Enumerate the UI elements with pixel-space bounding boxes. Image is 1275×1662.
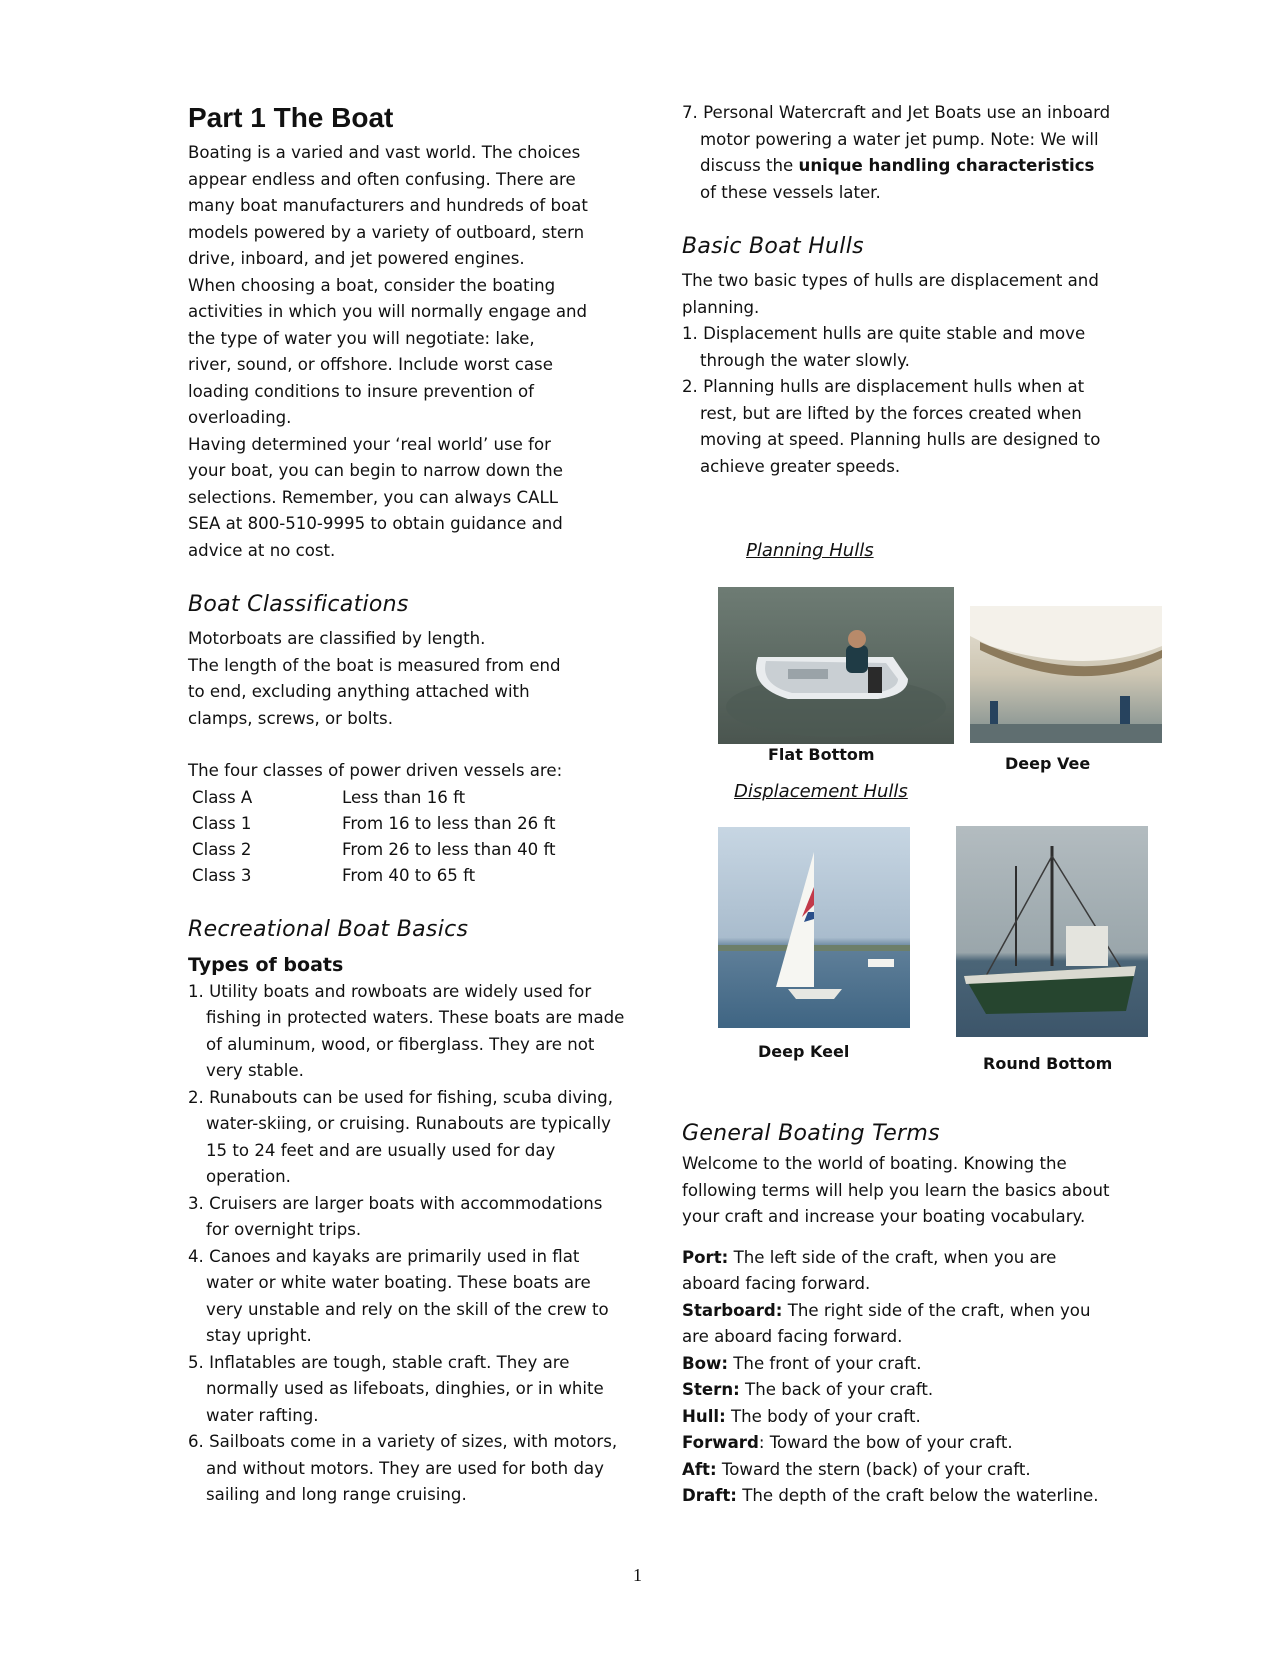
term-label: Draft: [682,1486,737,1505]
classifications-paragraph [188,626,628,732]
list-item: 4. Canoes and kayaks are primarily used in flat water or white water boating. These boats are very unstable and rely on the skill of the crew to stay upright. [188,1246,609,1345]
intro-line: activities in which you will normally engage and [188,302,588,321]
round-bottom-photo [956,826,1148,1037]
intro-paragraph [188,140,628,564]
term-label: Hull: [682,1406,726,1426]
terms-section [682,1119,1112,1510]
intro-line: When choosing a boat, consider the boating [188,275,556,295]
classifications-heading: Boat Classifications [188,592,409,617]
classification-line: Motorboats are classified by length. [188,629,486,648]
right-column [682,100,1112,480]
intro-line: your boat, you can begin to narrow down the [188,461,563,480]
boat-types-list [188,979,628,1509]
term-label: Forward [682,1433,759,1452]
deep-vee-photo [970,606,1162,743]
classes-intro: The four classes of power driven vessels are: [188,761,563,780]
term-text: : Toward the bow of your craft. [758,1433,1013,1452]
class-row [188,837,628,863]
term-text: The body of your craft. [725,1406,921,1426]
class-range: From 40 to 65 ft [342,865,476,885]
intro-line: river, sound, or offshore. Include worst case [188,355,553,374]
list-item [682,100,1112,206]
list-item: 1. Utility boats and rowboats are widely used for fishing in protected waters. These boats are made of aluminum, wood, or fiberglass. They are not very stable. [188,981,625,1080]
term-definition [682,1457,1112,1484]
hulls-intro: The two basic types of hulls are displacement and planning. [682,271,1099,317]
intro-line: drive, inboard, and jet powered engines. [188,249,525,268]
class-row [188,785,628,811]
trawler-image [956,826,1148,1037]
term-definition [682,1483,1112,1510]
sailboat-image [718,827,910,1028]
displacement-hulls-heading: Displacement Hulls [734,781,908,802]
list-item: 2. Planning hulls are displacement hulls when at rest, but are lifted by the forces created when moving at speed. Planning hulls are designed to achieve greater speeds. [682,377,1101,476]
class-name: Class 1 [192,813,252,833]
classification-line: to end, excluding anything attached with [188,682,530,701]
inflatable-boat-image [718,587,954,744]
term-label: Bow: [682,1353,729,1373]
intro-line: appear endless and often confusing. There are [188,169,576,189]
intro-line: Boating is a varied and vast world. The choices [188,143,581,162]
terms-intro: Welcome to the world of boating. Knowing the following terms will help you learn the basics about your craft and increase your boating vocabulary. [682,1154,1110,1226]
boat-hull-image [970,606,1162,743]
intro-line: Having determined your ‘real world’ use for [188,434,551,454]
page-number: 1 [633,1565,642,1585]
class-range: From 16 to less than 26 ft [342,813,556,833]
item7-text-end: of these vessels later. [700,182,881,202]
intro-line: the type of water you will negotiate: lake, [188,328,535,348]
flat-bottom-caption: Flat Bottom [768,745,875,764]
intro-line: many boat manufacturers and hundreds of boat [188,196,588,215]
hulls-heading: Basic Boat Hulls [682,234,864,259]
boat-types-list-continued [682,100,1112,206]
class-name: Class A [192,787,253,807]
term-label: Stern: [682,1380,740,1399]
class-row [188,863,628,889]
class-row [188,811,628,837]
term-text: The front of your craft. [728,1353,922,1373]
item7-text: 7. Personal Watercraft and Jet Boats use an inboard motor powering a water jet pump. Note: We will discuss the [682,103,1111,175]
item7-bold: unique handling characteristics [798,156,1095,175]
round-bottom-caption: Round Bottom [983,1054,1113,1073]
list-item: 2. Runabouts can be used for fishing, scuba diving, water-skiing, or cruising. Runabouts are typically 15 to 24 feet and are usually used for day operation. [188,1087,614,1186]
planning-hulls-heading: Planning Hulls [746,540,874,561]
class-name: Class 2 [192,839,252,859]
term-definition [682,1298,1112,1351]
terms-heading: General Boating Terms [682,1121,940,1146]
term-label: Starboard: [682,1300,783,1320]
deep-vee-caption: Deep Vee [1005,754,1091,773]
deep-keel-caption: Deep Keel [758,1042,850,1061]
class-name: Class 3 [192,865,252,885]
class-range: Less than 16 ft [342,787,466,807]
term-text: Toward the stern (back) of your craft. [716,1459,1031,1479]
term-text: The back of your craft. [739,1380,934,1399]
term-definition [682,1377,1112,1404]
intro-line: overloading. [188,408,292,427]
term-definition [682,1245,1112,1298]
intro-line: loading conditions to insure prevention of [188,381,535,401]
deep-keel-photo [718,827,910,1028]
classes-table [188,785,628,889]
intro-line: SEA at 800-510-9995 to obtain guidance and [188,514,563,533]
class-range: From 26 to less than 40 ft [342,839,556,859]
list-item: 6. Sailboats come in a variety of sizes, with motors, and without motors. They are used for both day sailing and long range cruising. [188,1432,618,1504]
classification-line: clamps, screws, or bolts. [188,708,393,728]
term-definition [682,1430,1112,1457]
intro-line: models powered by a variety of outboard, stern [188,222,585,242]
term-text: The right side of the craft, when you are aboard facing forward. [682,1300,1091,1346]
term-text: The depth of the craft below the waterline. [736,1486,1099,1505]
left-column [188,100,628,1509]
intro-line: advice at no cost. [188,540,336,560]
list-item: 5. Inflatables are tough, stable craft. They are normally used as lifeboats, dinghies, or in white water rafting. [188,1352,604,1425]
hull-list [682,321,1112,480]
term-label: Port: [682,1247,729,1267]
page-title: Part 1 The Boat [188,102,394,133]
types-heading: Types of boats [188,953,344,976]
term-definition [682,1351,1112,1378]
recreational-heading: Recreational Boat Basics [188,916,469,942]
flat-bottom-photo [718,587,954,744]
list-item: 1. Displacement hulls are quite stable and move through the water slowly. [682,324,1086,370]
intro-line: selections. Remember, you can always CALL [188,487,558,507]
term-label: Aft: [682,1459,717,1479]
term-text: The left side of the craft, when you are aboard facing forward. [682,1247,1057,1293]
list-item: 3. Cruisers are larger boats with accommodations for overnight trips. [188,1193,603,1239]
classification-line: The length of the boat is measured from end [188,655,561,675]
term-definition [682,1404,1112,1431]
